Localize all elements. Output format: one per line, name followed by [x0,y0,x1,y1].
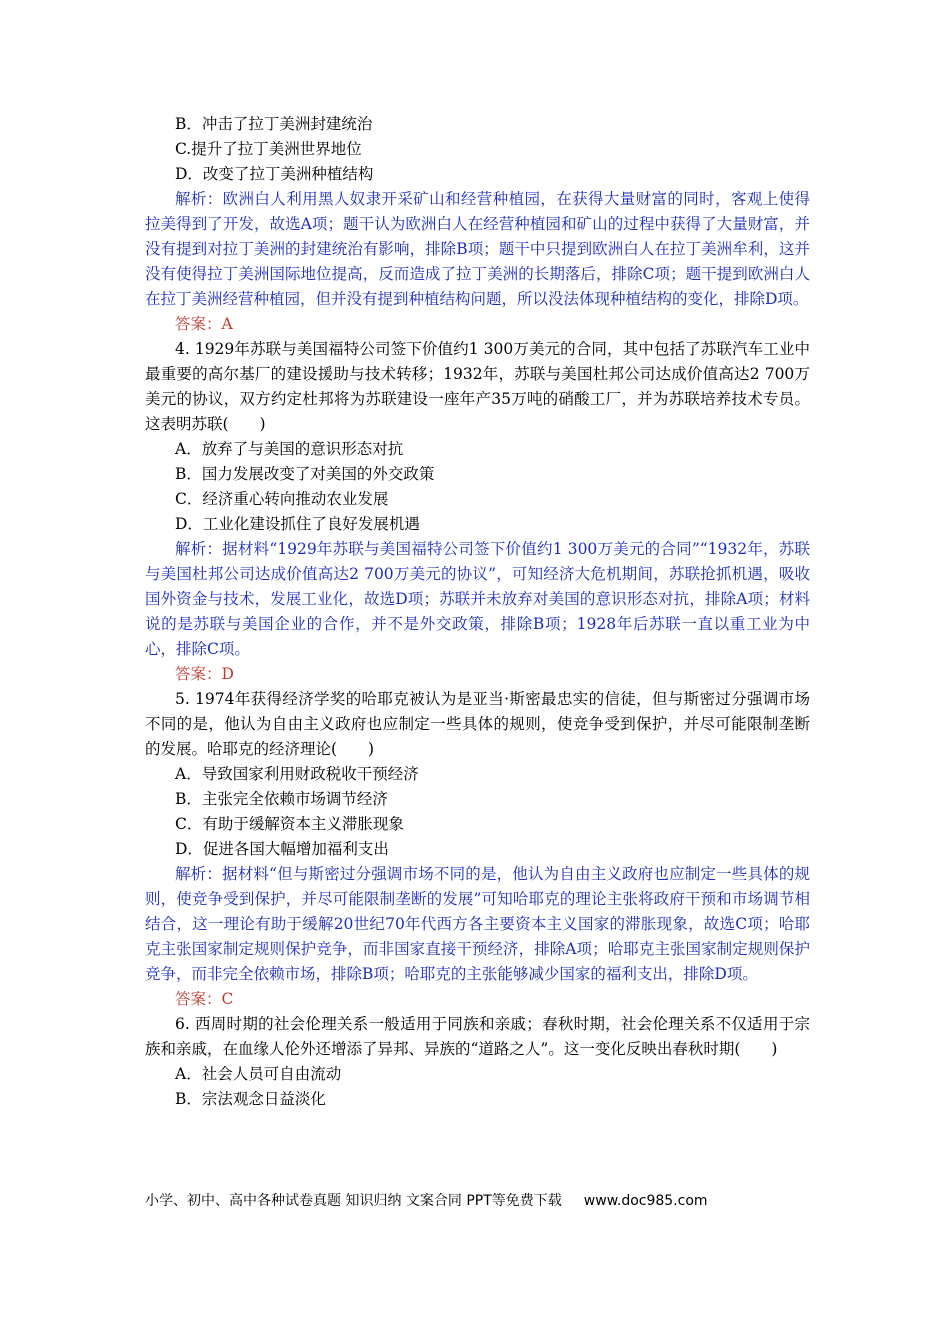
q3-option-c: C.提升了拉丁美洲世界地位 [175,140,362,158]
q5-option-b: B．主张完全依赖市场调节经济 [175,790,388,808]
q6-stem: 6. 西周时期的社会伦理关系一般适用于同族和亲戚；春秋时期，社会伦理关系不仅适用于宗族和亲戚，在血缘人伦外还增添了异邦、异族的“道路之人”。这一变化反映出春秋时期( ) [145,1015,810,1058]
q5-option-c: C．有助于缓解资本主义滞胀现象 [175,815,404,833]
q4-option-c: C．经济重心转向推动农业发展 [175,490,389,508]
q3-answer: 答案：A [175,315,233,333]
q3-option-b: B．冲击了拉丁美洲封建统治 [175,115,373,133]
document-page [145,112,810,1112]
q3-analysis: 解析：欧洲白人利用黑人奴隶开采矿山和经营种植园，在获得大量财富的同时，客观上使得拉美得到了开发，故选A项；题干认为欧洲白人在经营种植园和矿山的过程中获得了大量财富，并没有提到对拉丁美洲的封建统治有影响，排除B项；题干中只提到欧洲白人在拉丁美洲牟利，这并没有使得拉丁美洲国际地位提高，反而造成了拉丁美洲的长期落后，排除C项；题干提到欧洲白人在拉丁美洲经营种植园，但并没有提到种植结构问题，所以没法体现种植结构的变化，排除D项。 [145,190,810,308]
q5-option-a: A．导致国家利用财政税收干预经济 [175,765,419,783]
q5-answer: 答案：C [175,990,234,1008]
q6-option-a: A．社会人员可自由流动 [175,1065,342,1083]
q5-analysis: 解析：据材料“但与斯密过分强调市场不同的是，他认为自由主义政府也应制定一些具体的规则，使竞争受到保护，并尽可能限制垄断的发展”可知哈耶克的理论主张将政府干预和市场调节相结合，这一理论有助于缓解20世纪70年代西方各主要资本主义国家的滞胀现象，故选C项；哈耶克主张国家制定规则保护竞争，而非国家直接干预经济，排除A项；哈耶克主张国家制定规则保护竞争，而非完全依赖市场，排除B项；哈耶克的主张能够减少国家的福利支出，排除D项。 [145,865,810,983]
q3-option-d: D．改变了拉丁美洲种植结构 [175,165,374,183]
q5-option-d: D．促进各国大幅增加福利支出 [175,840,389,858]
q4-option-b: B．国力发展改变了对美国的外交政策 [175,465,435,483]
q4-option-d: D．工业化建设抓住了良好发展机遇 [175,515,420,533]
q4-option-a: A．放弃了与美国的意识形态对抗 [175,440,404,458]
footer-url[interactable]: www.doc985.com [583,1193,708,1209]
q6-option-b: B．宗法观念日益淡化 [175,1090,326,1108]
q4-answer: 答案：D [175,665,234,683]
page-footer [145,1190,810,1210]
footer-text: 小学、初中、高中各种试卷真题 知识归纳 文案合同 PPT等免费下载 [145,1193,562,1209]
q4-analysis: 解析：据材料“1929年苏联与美国福特公司签下价值约1 300万美元的合同”“1932年，苏联与美国杜邦公司达成价值高达2 700万美元的协议”，可知经济大危机期间，苏联抢抓机遇，吸收国外资金与技术，发展工业化，故选D项；苏联并未放弃对美国的意识形态对抗，排除A项；材料说的是苏联与美国企业的合作，并不是外交政策，排除B项；1928年后苏联一直以重工业为中心，排除C项。 [145,540,810,658]
q5-stem: 5. 1974年获得经济学奖的哈耶克被认为是亚当·斯密最忠实的信徒，但与斯密过分强调市场不同的是，他认为自由主义政府也应制定一些具体的规则，使竞争受到保护，并尽可能限制垄断的发展。哈耶克的经济理论( ) [145,690,810,758]
q4-stem: 4. 1929年苏联与美国福特公司签下价值约1 300万美元的合同，其中包括了苏联汽车工业中最重要的高尔基厂的建设援助与技术转移；1932年，苏联与美国杜邦公司达成价值高达2 700万美元的协议，双方约定杜邦将为苏联建设一座年产35万吨的硝酸工厂，并为苏联培养技术专员。这表明苏联( ) [145,340,810,433]
